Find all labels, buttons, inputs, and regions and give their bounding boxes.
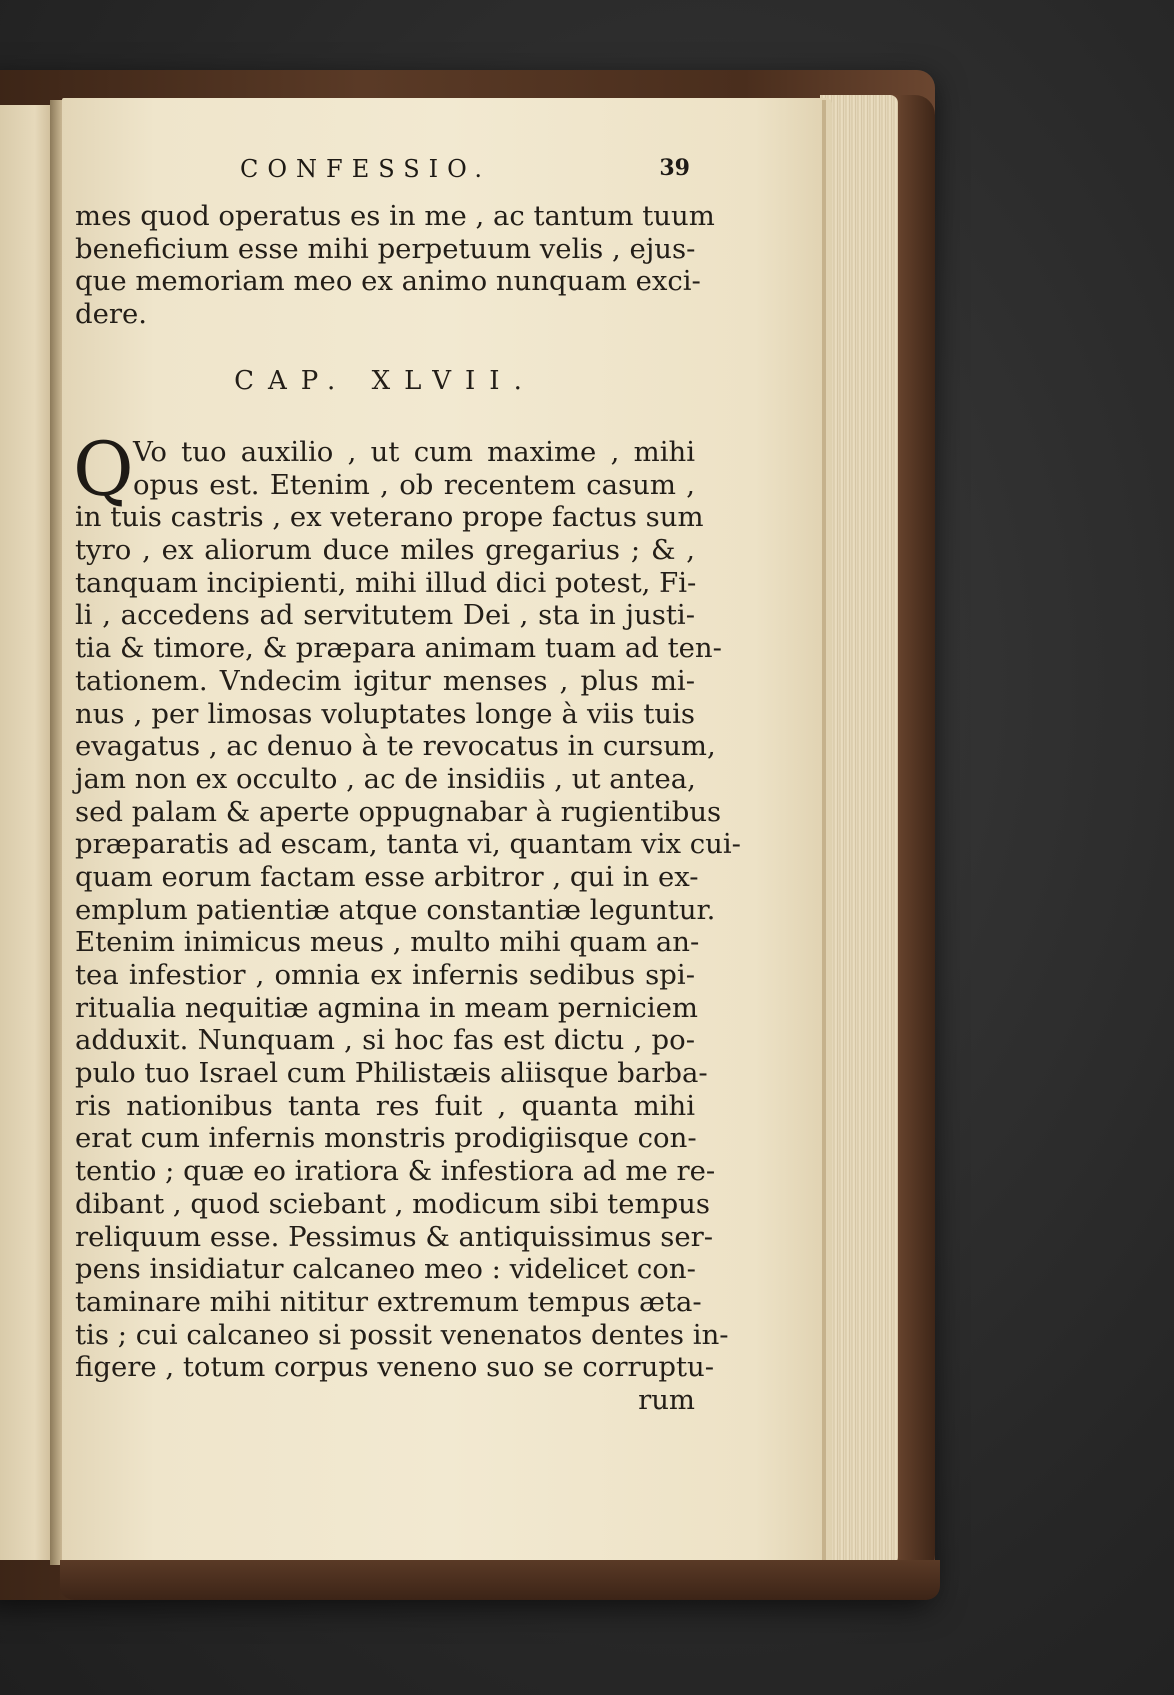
text-line: tanquam incipienti, mihi illud dici potest, Fi- xyxy=(75,566,697,599)
text-line: figere , totum corpus veneno suo se corruptu- xyxy=(75,1351,714,1384)
text-line: tis ; cui calcaneo si possit venenatos dentes in- xyxy=(75,1318,729,1351)
text-line: adduxit. Nunquam , si hoc fas est dictu , po- xyxy=(75,1024,695,1057)
text-line: erat cum infernis monstris prodigiisque con- xyxy=(75,1122,697,1155)
text-line: mes quod operatus es in me , ac tantum tuum xyxy=(75,200,715,232)
text-block xyxy=(73,200,741,1416)
text-line: pens insidiatur calcaneo meo : videlicet con- xyxy=(75,1253,696,1286)
text-line: evagatus , ac denuo à te revocatus in cursum, xyxy=(75,730,716,763)
text-line: jam non ex occulto , ac de insidiis , ut antea, xyxy=(75,762,696,795)
cover-bottom xyxy=(60,1560,940,1600)
drop-cap: Q xyxy=(73,427,134,513)
text-line: taminare mihi nititur extremum tempus æta- xyxy=(75,1285,702,1318)
text-line: que memoriam meo ex animo nunquam exci- xyxy=(75,265,701,298)
text-line: opus est. Etenim , ob recentem casum , xyxy=(133,468,695,501)
chapter-heading: CAP. XLVII. xyxy=(234,366,536,396)
text-line: pulo tuo Israel cum Philistæis aliisque barba- xyxy=(75,1057,708,1090)
text-line: tyro , ex aliorum duce miles gregarius ; & , xyxy=(75,534,695,567)
text-line: præparatis ad escam, tanta vi, quantam vix cui- xyxy=(75,828,741,861)
text-line: Etenim inimicus meus , multo mihi quam an- xyxy=(75,926,700,959)
text-line: sed palam & aperte oppugnabar à rugientibus xyxy=(75,795,722,828)
text-line: emplum patientiæ atque constantiæ leguntur. xyxy=(75,893,716,926)
text-line: reliquum esse. Pessimus & antiquissimus ser- xyxy=(75,1220,714,1253)
text-line: ritualia nequitiæ agmina in meam perniciem xyxy=(75,991,698,1024)
text-line: Vo tuo auxilio , ut cum maxime , mihi xyxy=(133,436,695,468)
catchword: rum xyxy=(638,1383,695,1416)
paragraph xyxy=(73,427,741,1417)
page-fold-line xyxy=(822,100,826,1565)
text-line: tea infestior , omnia ex infernis sedibus spi- xyxy=(75,959,695,991)
text-line: in tuis castris , ex veterano prope factus sum xyxy=(75,501,704,534)
text-line: ris nationibus tanta res fuit , quanta mihi xyxy=(75,1089,695,1122)
text-line: tia & timore, & præpara animam tuam ad ten- xyxy=(75,632,722,665)
running-header xyxy=(240,155,690,191)
text-line: nus , per limosas voluptates longe à viis tuis xyxy=(75,697,695,730)
page-number: 39 xyxy=(659,155,690,181)
running-title: CONFESSIO. xyxy=(240,155,492,183)
text-line: li , accedens ad servitutem Dei , sta in justi- xyxy=(75,599,695,632)
text-line: beneficium esse mihi perpetuum velis , ejus- xyxy=(75,232,696,265)
text-line: tentio ; quæ eo iratiora & infestiora ad me re- xyxy=(75,1155,716,1188)
text-line: dibant , quod sciebant , modicum sibi tempus xyxy=(75,1187,711,1220)
text-line: tationem. Vndecim igitur menses , plus mi- xyxy=(75,664,695,697)
text-line: quam eorum factam esse arbitror , qui in ex- xyxy=(75,860,699,893)
text-line: dere. xyxy=(75,298,148,331)
